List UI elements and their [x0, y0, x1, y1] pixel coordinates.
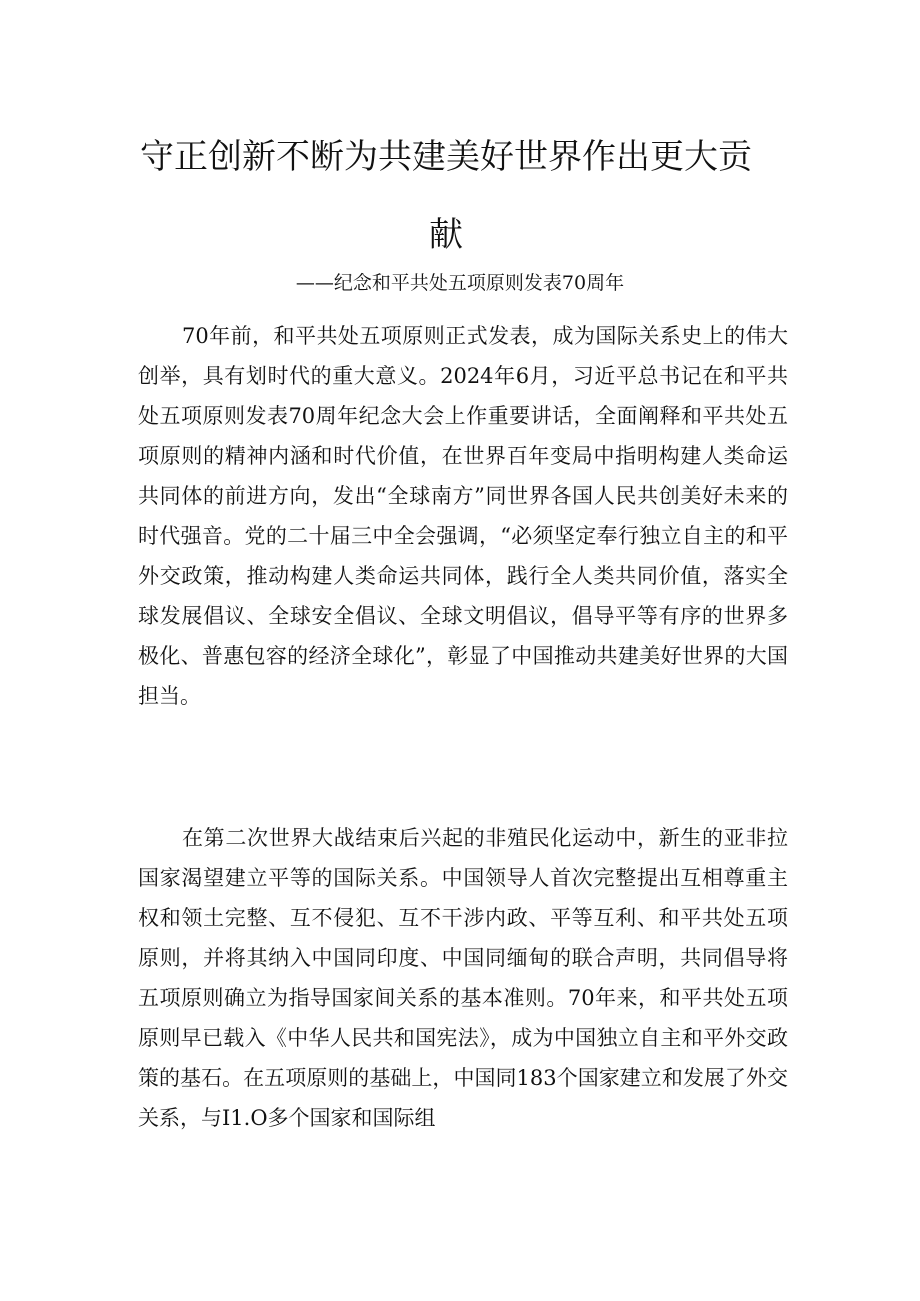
article-subtitle: ——纪念和平共处五项原则发表70周年 — [295, 272, 625, 294]
article-title-line-2: 献 — [429, 215, 463, 255]
body-paragraph-2: 在第二次世界大战结束后兴起的非殖民化运动中，新生的亚非拉国家渴望建立平等的国际关系。中国领导人首次完整提出互相尊重主权和领土完整、互不侵犯、互不干涉内政、平等互利、和平共处五项原则，并将其纳入中国同印度、中国同缅甸的联合声明，共同倡导将五项原则确立为指导国家间关系的基本准则。70年来，和平共处五项原则早已载入《中华人民共和国宪法》，成为中国独立自主和平外交政策的基石。在五项原则的基础上，中国同183个国家建立和发展了外交关系，与I1.O多个国家和国际组 — [138, 826, 788, 1130]
article-title-line-1: 守正创新不断为共建美好世界作出更大贡 — [140, 137, 752, 177]
article-title — [136, 118, 756, 274]
body-paragraph-1: 70年前，和平共处五项原则正式发表，成为国际关系史上的伟大创举，具有划时代的重大意义。2024年6月，习近平总书记在和平共处五项原则发表70周年纪念大会上作重要讲话，全面阐释和平共处五项原则的精神内涵和时代价值，在世界百年变局中指明构建人类命运共同体的前进方向，发出“全球南方”同世界各国人民共创美好未来的时代强音。党的二十届三中全会强调，“必须坚定奉行独立自主的和平外交政策，推动构建人类命运共同体，践行全人类共同价值，落实全球发展倡议、全球安全倡议、全球文明倡议，倡导平等有序的世界多极化、普惠包容的经济全球化”，彰显了中国推动共建美好世界的大国担当。 — [138, 324, 788, 708]
